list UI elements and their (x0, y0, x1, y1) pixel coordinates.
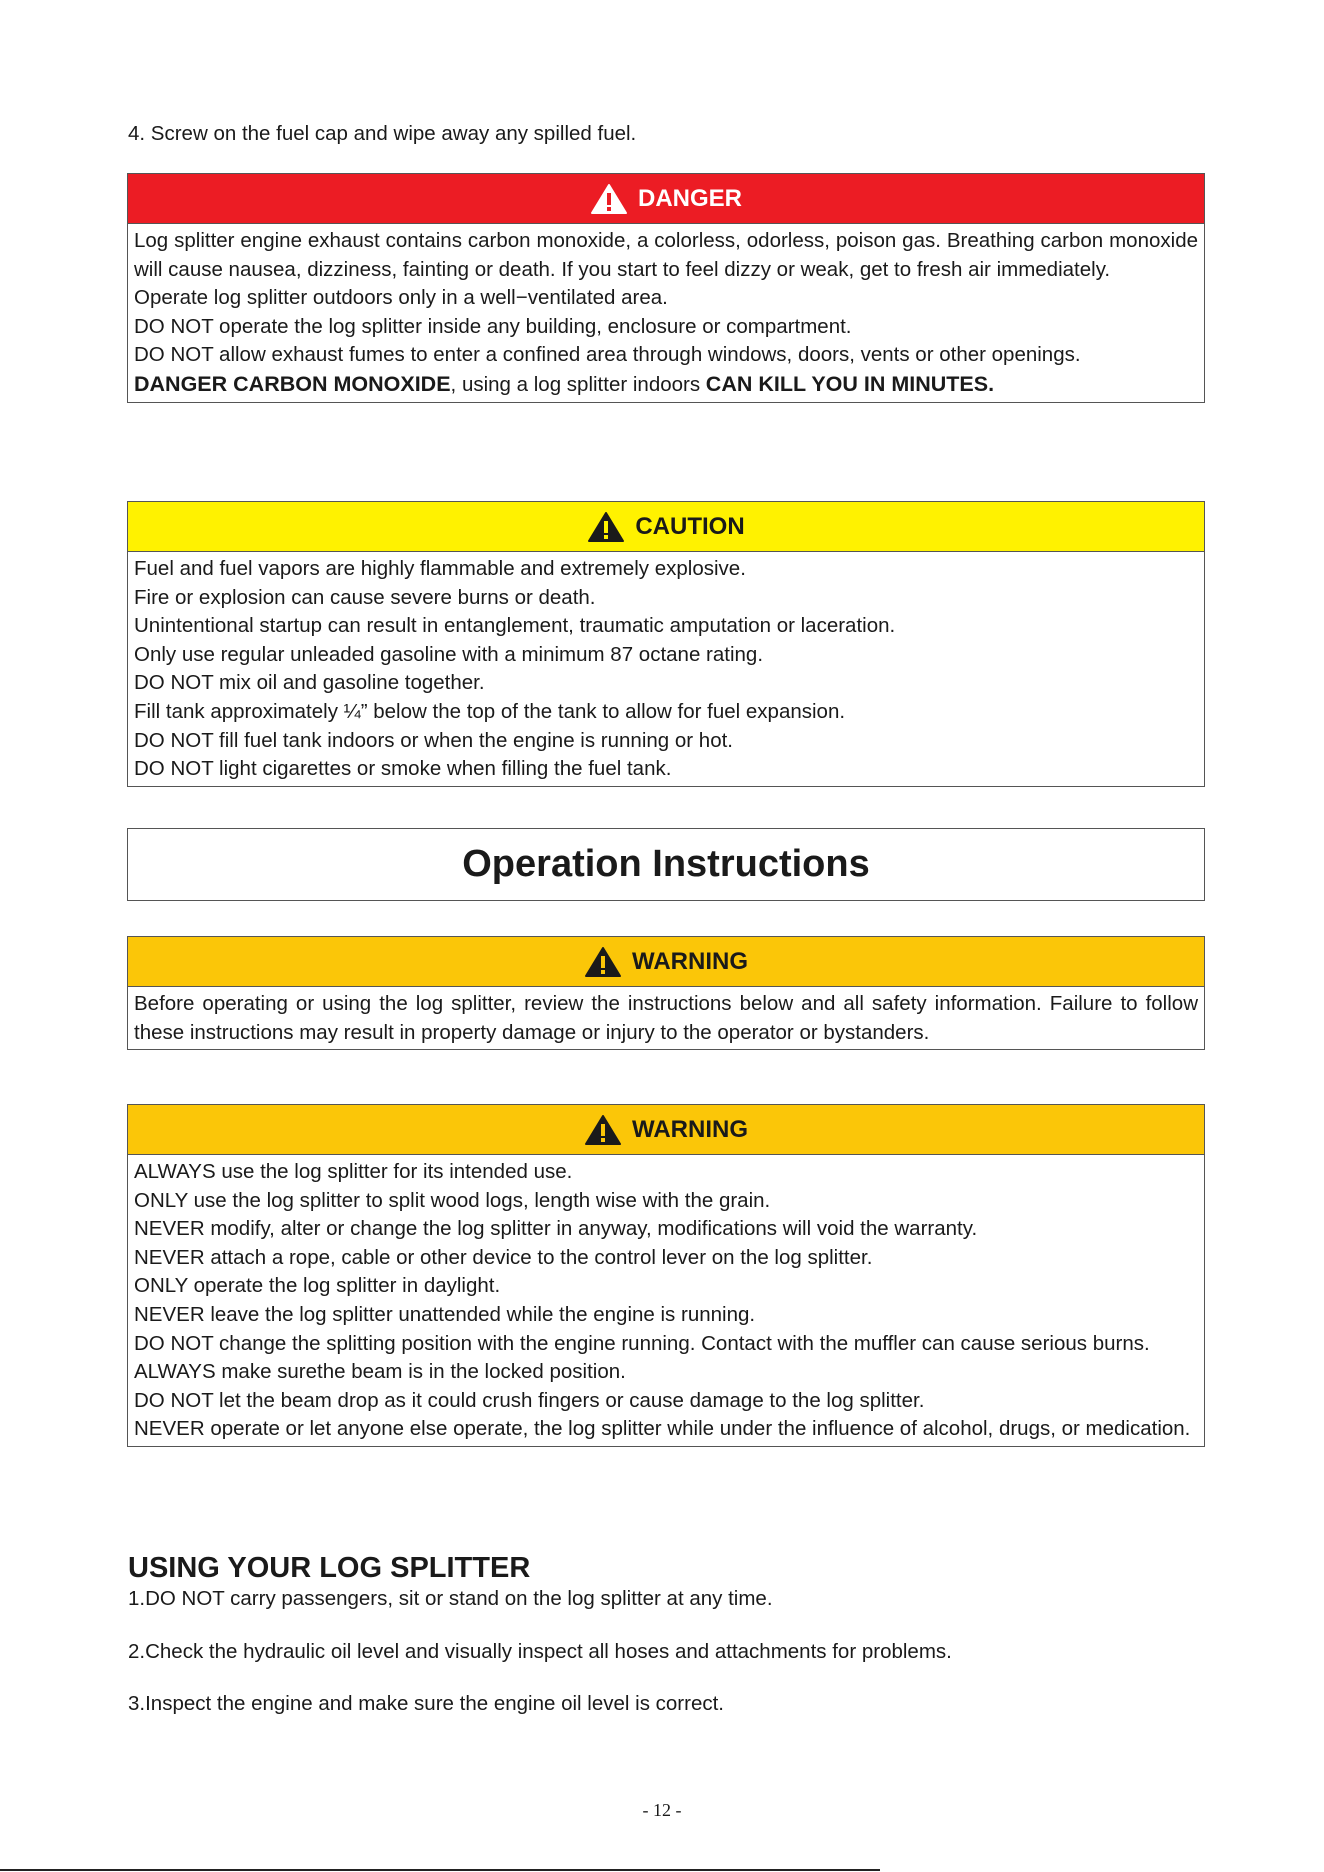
warning-box-2 (127, 1104, 1205, 1447)
danger-title: DANGER (637, 184, 742, 212)
warning-line: ALWAYS use the log splitter for its intended use. (134, 1160, 573, 1183)
caution-box (127, 501, 1205, 787)
warning-line: NEVER modify, alter or change the log splitter in anyway, modifications will void the warranty. (134, 1217, 978, 1241)
caution-title: CAUTION (635, 512, 745, 540)
operation-instructions-heading-box (127, 828, 1205, 901)
section-title: USING YOUR LOG SPLITTER (128, 1552, 531, 1584)
warning-title-1: WARNING (632, 947, 748, 975)
step-item: 2.Check the hydraulic oil level and visually inspect all hoses and attachments for problems. (128, 1640, 952, 1663)
caution-line: Fill tank approximately ¼” below the top of the tank to allow for fuel expansion. (134, 699, 846, 723)
danger-final-line (134, 370, 1198, 400)
step-item: 1.DO NOT carry passengers, sit or stand on the log splitter at any time. (128, 1587, 773, 1610)
danger-line: Log splitter engine exhaust contains carbon monoxide, a colorless, odorless, poison gas. Breathing carbon monoxide will cause nausea, dizziness, fainting or death. If you start to feel dizzy or weak, get to fresh air immediately. (134, 229, 1198, 281)
warning-header-1 (128, 937, 1204, 987)
caution-line: DO NOT mix oil and gasoline together. (134, 671, 485, 695)
warning-body-2 (128, 1155, 1204, 1446)
warning-triangle-icon (587, 511, 625, 543)
warning-line: ALWAYS make surethe beam is in the locked position. (134, 1360, 626, 1384)
step-item: 3.Inspect the engine and make sure the engine oil level is correct. (128, 1692, 724, 1715)
caution-line: Unintentional startup can result in entanglement, traumatic amputation or laceration. (134, 614, 896, 638)
danger-kill-bold: CAN KILL YOU IN MINUTES. (705, 371, 995, 396)
caution-line: Fire or explosion can cause severe burns or death. (134, 585, 596, 609)
page-number: - 12 - (642, 1800, 682, 1820)
warning-line: NEVER operate or let anyone else operate, the log splitter while under the influence of alcohol, drugs, or medication. (134, 1417, 1191, 1441)
intro-step: 4. Screw on the fuel cap and wipe away any spilled fuel. (128, 122, 637, 145)
danger-line: DO NOT allow exhaust fumes to enter a confined area through windows, doors, vents or other openings. (134, 343, 1081, 367)
warning-line: ONLY use the log splitter to split wood logs, length wise with the grain. (134, 1188, 771, 1212)
bottom-rule (0, 1869, 880, 1871)
caution-header (128, 502, 1204, 552)
warning-line: ONLY operate the log splitter in daylight. (134, 1274, 501, 1298)
caution-line: DO NOT light cigarettes or smoke when filling the fuel tank. (134, 757, 672, 781)
danger-final-mid: , using a log splitter indoors (450, 372, 706, 396)
warning-line: DO NOT let the beam drop as it could crush fingers or cause damage to the log splitter. (134, 1388, 925, 1412)
danger-box (127, 173, 1205, 403)
warning-triangle-icon (584, 1114, 622, 1146)
warning-triangle-icon (590, 183, 628, 215)
warning-triangle-icon (584, 946, 622, 978)
danger-line: DO NOT operate the log splitter inside any building, enclosure or compartment. (134, 314, 852, 338)
warning-body-1 (128, 987, 1204, 1049)
warning-line: NEVER leave the log splitter unattended while the engine is running. (134, 1302, 756, 1326)
caution-line: DO NOT fill fuel tank indoors or when the engine is running or hot. (134, 728, 733, 752)
warning-line: NEVER attach a rope, cable or other device to the control lever on the log splitter. (134, 1245, 873, 1269)
caution-body (128, 552, 1204, 786)
warning-title-2: WARNING (632, 1115, 748, 1143)
caution-line: Only use regular unleaded gasoline with a minimum 87 octane rating. (134, 642, 764, 666)
operation-instructions-title: Operation Instructions (462, 843, 870, 885)
warning-line: DO NOT change the splitting position with the engine running. Contact with the muffler can cause serious burns. (134, 1331, 1150, 1355)
danger-line: Operate log splitter outdoors only in a well−ventilated area. (134, 286, 668, 310)
danger-co-bold: DANGER CARBON MONOXIDE (134, 371, 451, 396)
warning-line: Before operating or using the log splitter, review the instructions below and all safety information. Failure to follow these instructions may result in property damage or injury to the operator or bystanders. (134, 992, 1198, 1044)
caution-line: Fuel and fuel vapors are highly flammable and extremely explosive. (134, 557, 746, 580)
warning-header-2 (128, 1105, 1204, 1155)
danger-header (128, 174, 1204, 224)
danger-body (128, 224, 1204, 402)
warning-box-1 (127, 936, 1205, 1050)
